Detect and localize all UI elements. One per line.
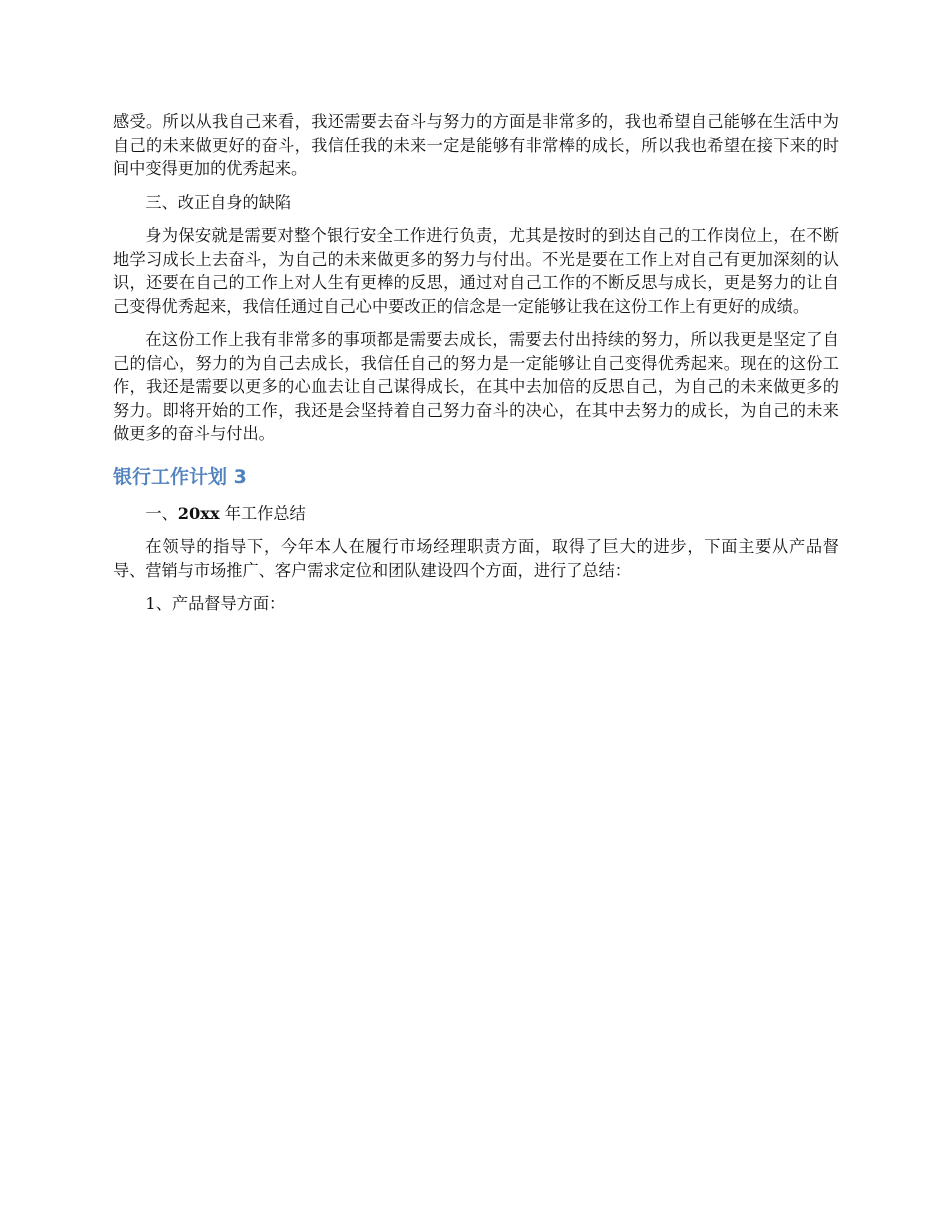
document-page [113, 110, 839, 626]
summary-heading-prefix: 一、 [145, 503, 178, 523]
paragraph-continuation: 感受。所以从我自己来看，我还需要去奋斗与努力的方面是非常多的，我也希望自己能够在生活中为自己的未来做更好的奋斗，我信任我的未来一定是能够有非常棒的成长，所以我也希望在接下来的时间中变得更加的优秀起来。 [113, 112, 839, 178]
subheading-correct-shortcomings: 三、改正自身的缺陷 [145, 192, 292, 212]
paragraph-security-duty: 身为保安就是需要对整个银行安全工作进行负责，尤其是按时的到达自己的工作岗位上，在不断地学习成长上去奋斗，为自己的未来做更多的努力与付出。不光是要在工作上对自己有更加深刻的认识，还要在自己的工作上对人生有更棒的反思，通过对自己工作的不断反思与成长，更是努力的让自己变得优秀起来，我信任通过自己心中要改正的信念是一定能够让我在这份工作上有更好的成绩。 [113, 226, 839, 316]
summary-heading-year: 20xx [177, 503, 220, 523]
paragraph-growth-commitment: 在这份工作上我有非常多的事项都是需要去成长，需要去付出持续的努力，所以我更是坚定了自己的信心，努力的为自己去成长，我信任自己的努力是一定能够让自己变得优秀起来。现在的这份工作，我还是需要以更多的心血去让自己谋得成长，在其中去加倍的反思自己，为自己的未来做更多的努力。即将开始的工作，我还是会坚持着自己努力奋斗的决心，在其中去努力的成长，为自己的未来做更多的奋斗与付出。 [113, 330, 839, 443]
paragraph-summary-intro: 在领导的指导下，今年本人在履行市场经理职责方面，取得了巨大的进步，下面主要从产品督导、营销与市场推广、客户需求定位和团队建设四个方面，进行了总结： [113, 537, 839, 580]
subheading-annual-summary [113, 502, 839, 526]
summary-heading-suffix: 年工作总结 [219, 503, 306, 523]
section-heading-bank-work-plan-3: 银行工作计划 3 [113, 465, 247, 488]
subheading-product-supervision: 1、产品督导方面： [145, 594, 286, 613]
